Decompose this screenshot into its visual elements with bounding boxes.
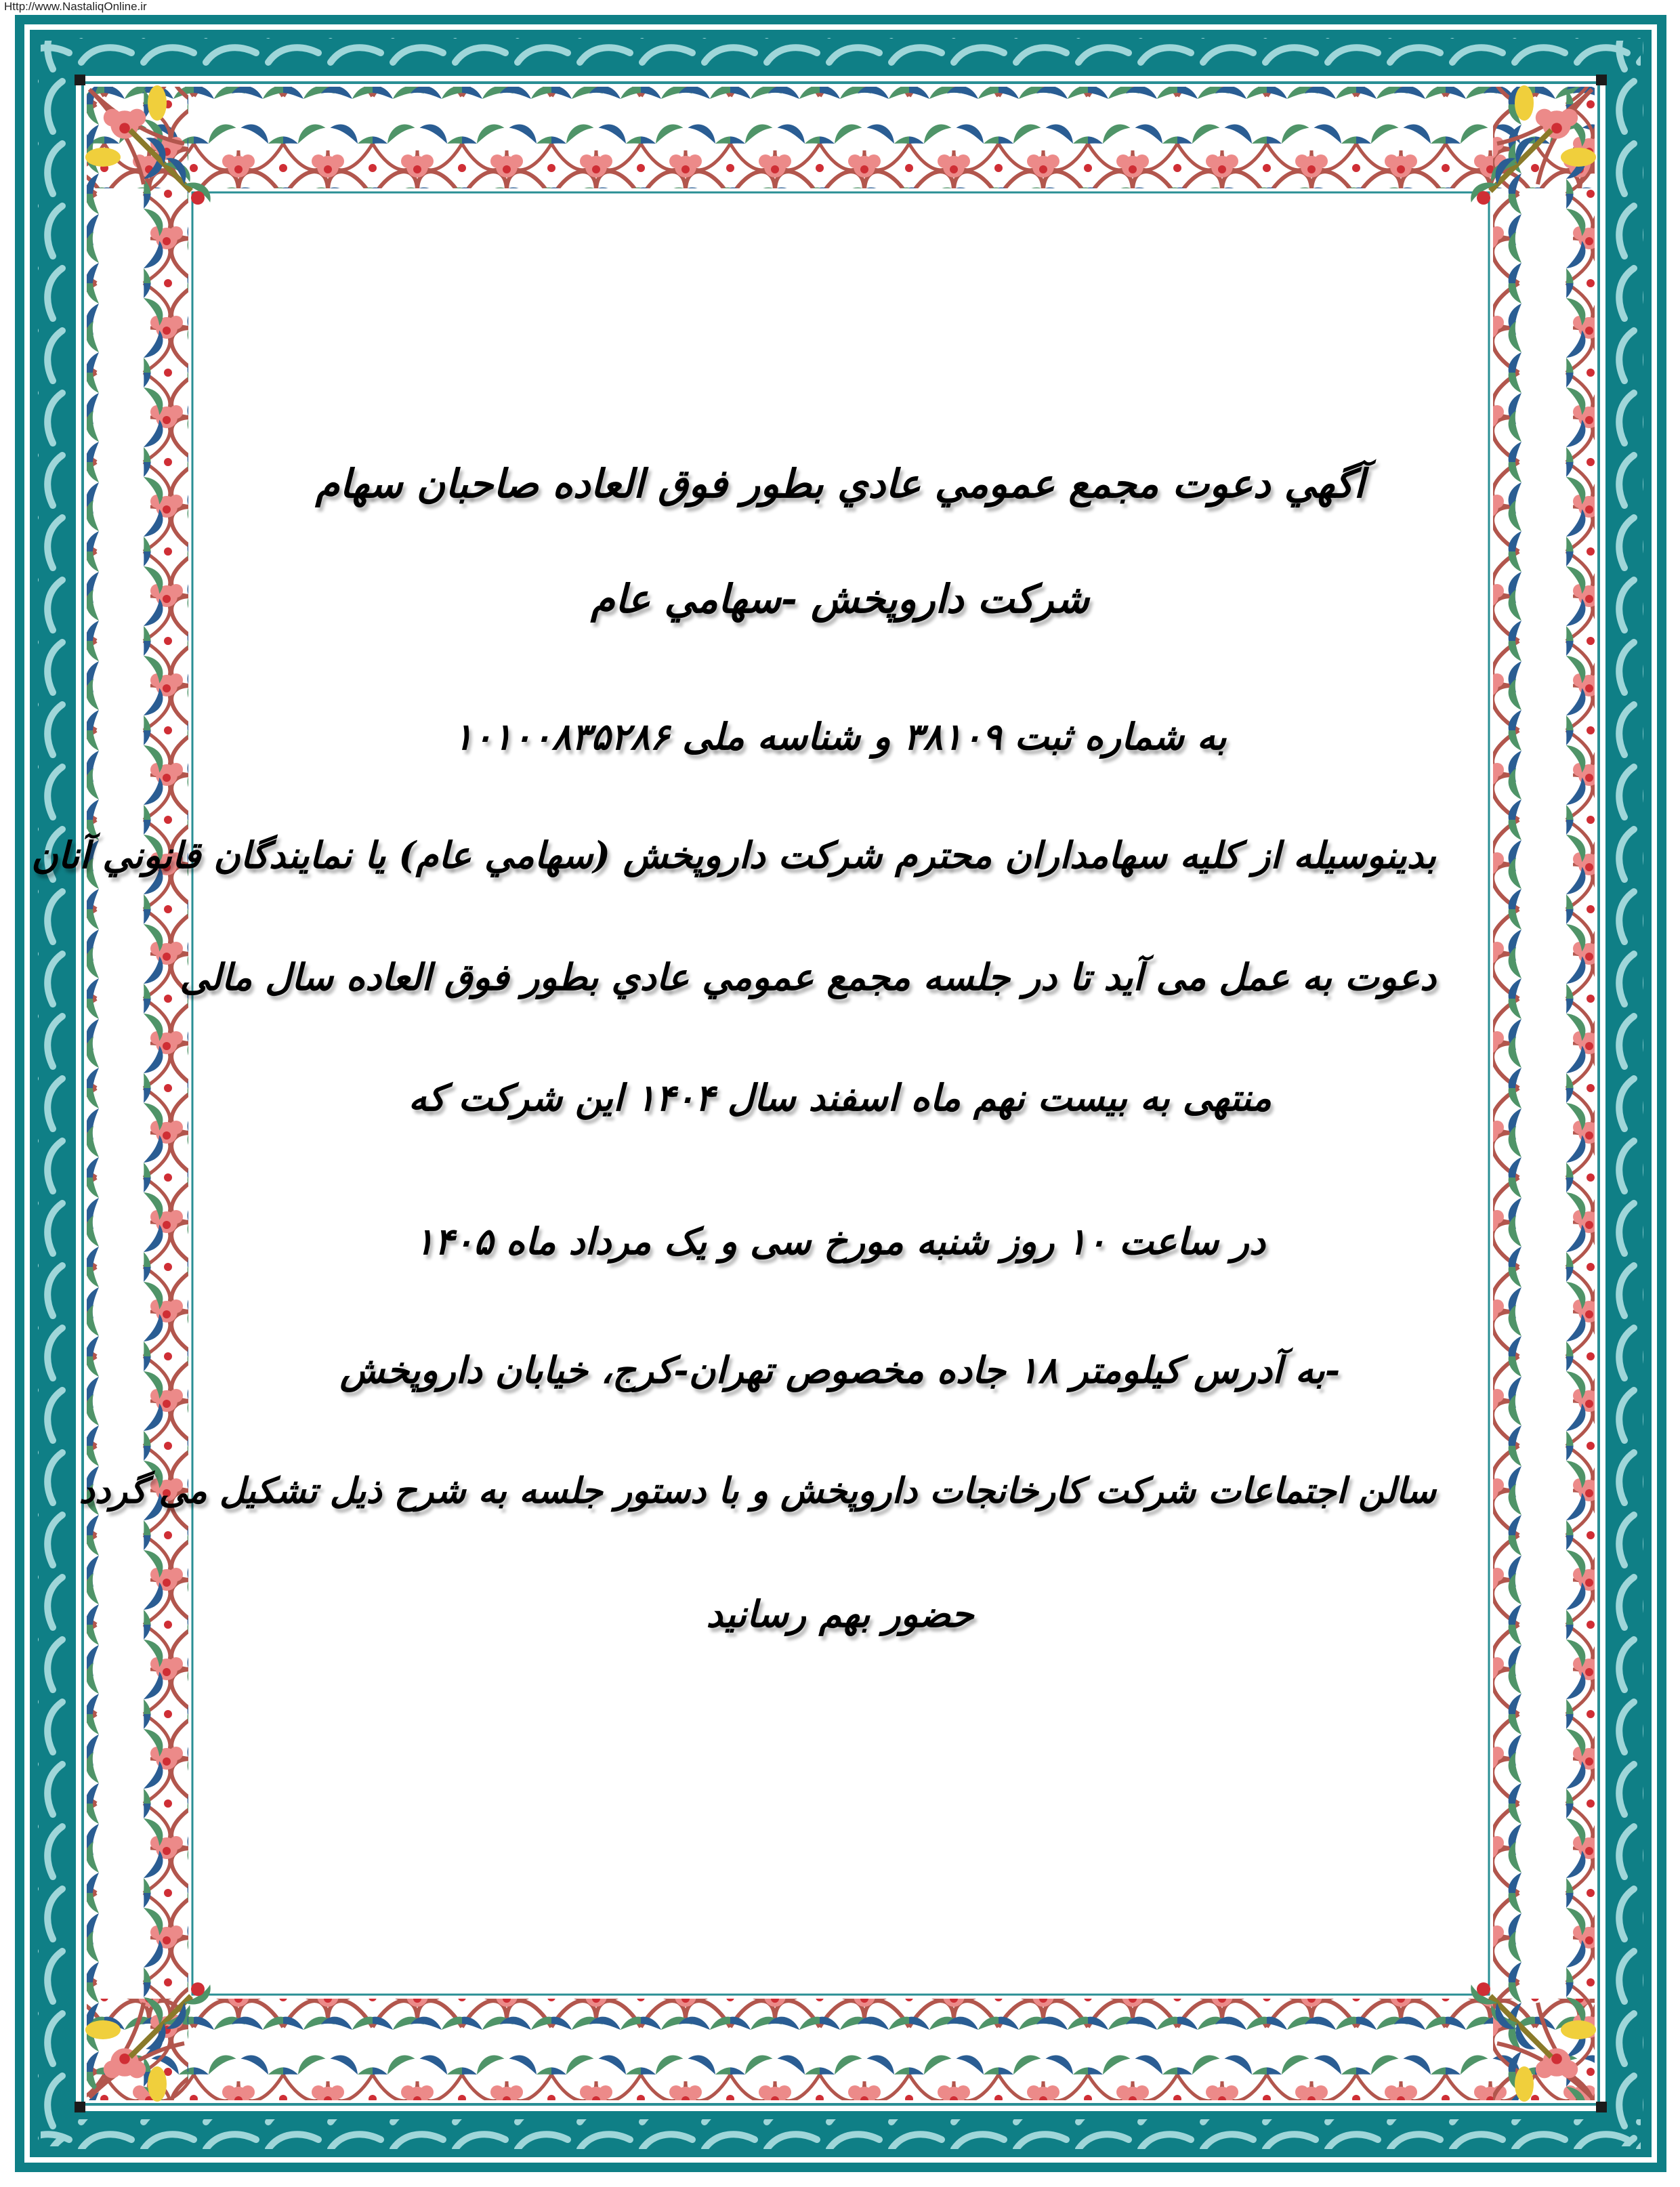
body-line: منتهی به بیست نهم ماه اسفند سال ۱۴۰۴ این شرکت که [408, 1076, 1272, 1119]
source-url: Http://www.NastaliqOnline.ir [4, 0, 147, 13]
venue-line: سالن اجتماعات شرکت کارخانجات داروپخش و با دستور جلسه به شرح ذیل تشکیل می گردد [79, 1470, 1436, 1512]
body-line: بدینوسیله از کلیه سهامداران محترم شرکت داروپخش (سهامي عام) یا نمایندگان قانوني آنان [31, 833, 1436, 877]
registration-info: به شماره ثبت ۳۸۱۰۹ و شناسه ملی ۱۰۱۰۰۸۳۵۲۸۶ [453, 715, 1227, 758]
meeting-date-line: در ساعت ۱۰ روز شنبه مورخ سی و یک مرداد ماه ۱۴۰۵ [415, 1220, 1265, 1263]
notice-title: آگهي دعوت مجمع عمومي عادي بطور فوق العاده صاحبان سهام [315, 461, 1365, 507]
notice-text-area [31, 454, 1436, 1782]
company-name: شرکت داروپخش -سهامي عام [591, 576, 1089, 622]
address-line: -به آدرس کیلومتر ۱۸ جاده مخصوص تهران-کرج، خیابان داروپخش [339, 1348, 1341, 1392]
body-line: دعوت به عمل می آید تا در جلسه مجمع عمومي عادي بطور فوق العاده سال مالی [180, 955, 1436, 999]
closing-line: حضور بهم رسانید [706, 1592, 974, 1636]
